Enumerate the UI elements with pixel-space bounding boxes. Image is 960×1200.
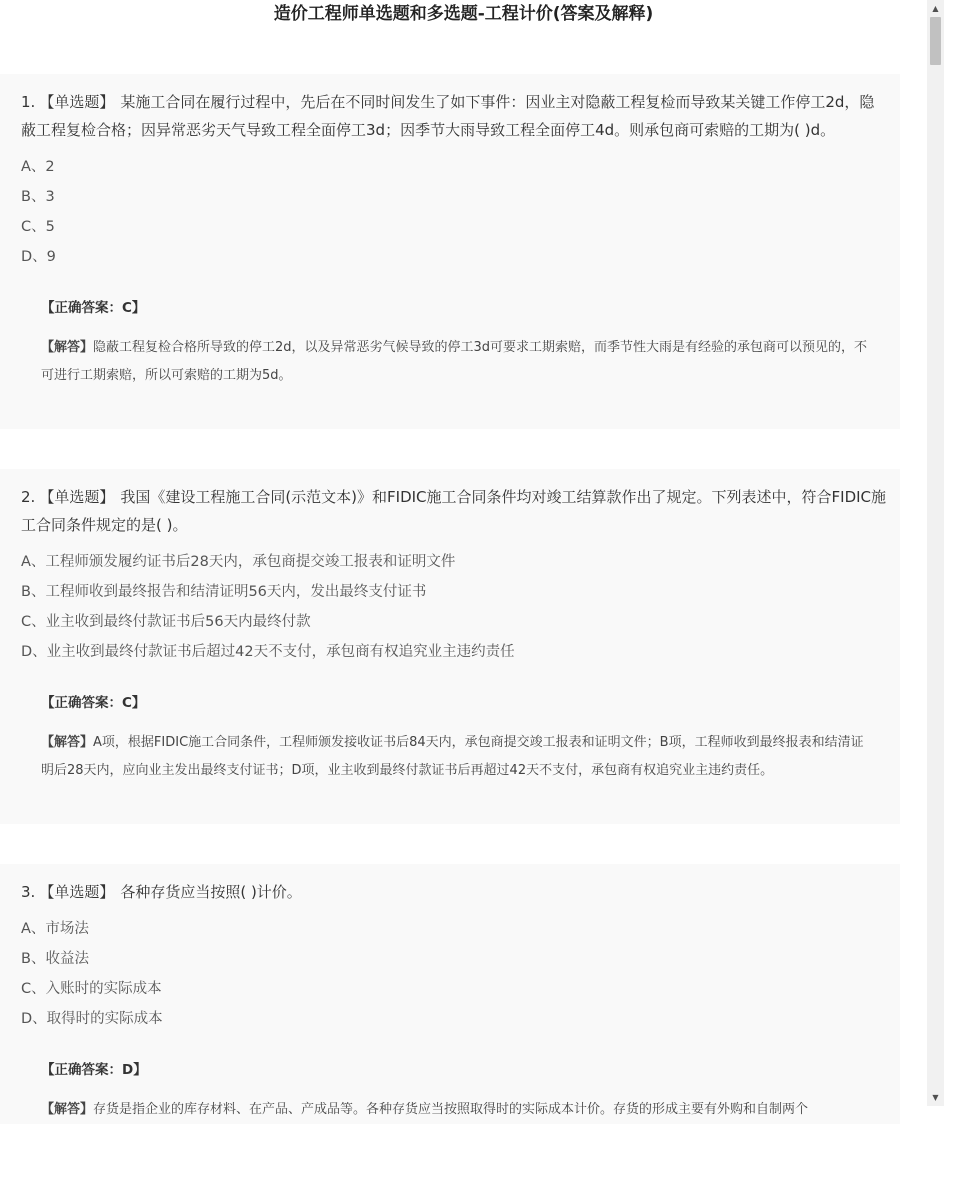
correct-answer: 【正确答案：C】	[41, 695, 146, 711]
question-number: 2.	[21, 488, 36, 506]
question-type-tag: 【单选题】	[39, 883, 115, 901]
page-title: 造价工程师单选题和多选题-工程计价(答案及解释)	[273, 4, 654, 24]
question-type-tag: 【单选题】	[39, 488, 115, 506]
explanation-tag: 【解答】	[41, 735, 94, 750]
question-text: 某施工合同在履行过程中，先后在不同时间发生了如下事件：因业主对隐蔽工程复检而导致某关键工作停工2d，隐蔽工程复检合格；因异常恶劣天气导致工程全面停工3d；因季节大雨导致工程全面停工4d。则承包商可索赔的工期为( )d。	[21, 93, 875, 139]
scroll-thumb[interactable]	[930, 17, 941, 65]
option-list	[21, 152, 900, 272]
explanation-text: 存货是指企业的库存材料、在产品、产成品等。各种存货应当按照取得时的实际成本计价。存货的形成主要有外购和自制两个	[93, 1102, 809, 1117]
option-a[interactable]: A、工程师颁发履约证书后28天内，承包商提交竣工报表和证明文件	[21, 554, 456, 570]
question-card	[0, 74, 900, 429]
question-stem	[21, 88, 888, 144]
option-a[interactable]: A、2	[21, 159, 55, 175]
question-number: 3.	[21, 883, 36, 901]
option-c[interactable]: C、业主收到最终付款证书后56天内最终付款	[21, 614, 311, 630]
answer-explanation	[41, 1096, 872, 1124]
explanation-tag: 【解答】	[41, 340, 94, 355]
option-list	[21, 914, 900, 1034]
explanation-tag: 【解答】	[41, 1102, 94, 1117]
explanation-text: 隐蔽工程复检合格所导致的停工2d，以及异常恶劣气候导致的停工3d可要求工期索赔，而季节性大雨是有经验的承包商可以预见的，不可进行工期索赔，所以可索赔的工期为5d。	[41, 340, 868, 383]
explanation-text: A项，根据FIDIC施工合同条件，工程师颁发接收证书后84天内，承包商提交竣工报表和证明文件；B项，工程师收到最终报表和结清证明后28天内，应向业主发出最终支付证书；D项，业主收到最终付款证书后再超过42天不支付，承包商有权追究业主违约责任。	[41, 735, 864, 778]
question-stem	[21, 483, 888, 539]
option-list	[21, 547, 900, 667]
option-c[interactable]: C、入账时的实际成本	[21, 981, 162, 997]
correct-answer: 【正确答案：D】	[41, 1062, 147, 1078]
option-b[interactable]: B、工程师收到最终报告和结清证明56天内，发出最终支付证书	[21, 584, 427, 600]
option-b[interactable]: B、收益法	[21, 951, 89, 967]
question-card	[0, 469, 900, 824]
question-text: 我国《建设工程施工合同(示范文本)》和FIDIC施工合同条件均对竣工结算款作出了规定。下列表述中，符合FIDIC施工合同条件规定的是( )。	[21, 488, 887, 534]
scroll-up-arrow-icon[interactable]: ▲	[932, 4, 939, 13]
scroll-down-arrow-icon[interactable]: ▼	[932, 1093, 939, 1102]
vertical-scrollbar[interactable]	[927, 0, 944, 1106]
option-d[interactable]: D、9	[21, 249, 56, 265]
answer-explanation	[41, 729, 872, 785]
correct-answer: 【正确答案：C】	[41, 300, 146, 316]
option-a[interactable]: A、市场法	[21, 921, 89, 937]
option-d[interactable]: D、业主收到最终付款证书后超过42天不支付，承包商有权追究业主违约责任	[21, 644, 515, 660]
option-b[interactable]: B、3	[21, 189, 55, 205]
question-stem	[21, 878, 888, 906]
question-text: 各种存货应当按照( )计价。	[120, 883, 302, 901]
option-c[interactable]: C、5	[21, 219, 55, 235]
option-d[interactable]: D、取得时的实际成本	[21, 1011, 163, 1027]
answer-explanation	[41, 334, 872, 390]
question-number: 1.	[21, 93, 36, 111]
question-type-tag: 【单选题】	[39, 93, 115, 111]
question-card	[0, 864, 900, 1124]
